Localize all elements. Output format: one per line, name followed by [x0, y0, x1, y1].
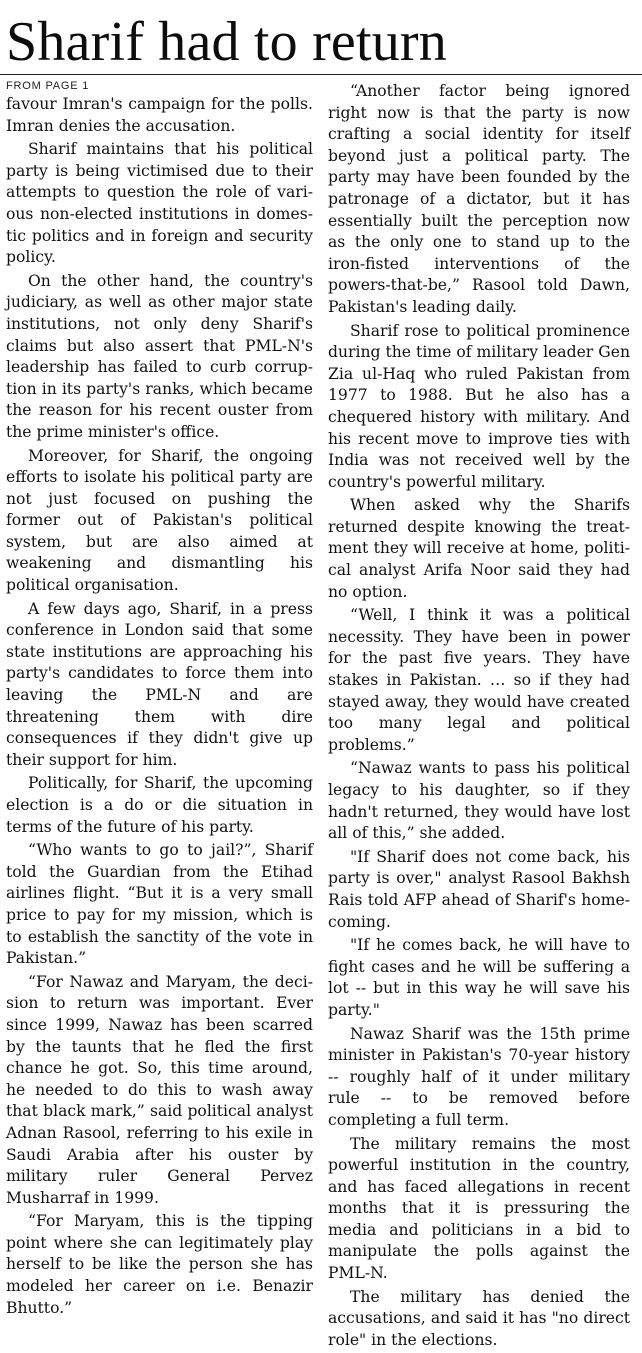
- paragraph: “Who wants to go to jail?”, Sharif told the Guardian from the Etihad airlines flight. “But it is a very small price to pay for my mission, which is to establish the sanctity of the vote in Pakistan.”: [6, 841, 313, 968]
- article-column-right: [328, 81, 630, 1353]
- continuation-kicker: FROM PAGE 1: [6, 80, 90, 92]
- paragraph: favour Imran's campaign for the polls. Imran denies the accusation.: [6, 95, 313, 135]
- paragraph: “Another factor being ignored right now is that the party is now crafting a social identity for itself beyond just a political party. The party may have been founded by the patronage of a dictator, but it has essentially built the perception now as the only one to stand up to the iron-fisted interventions of the powers-that-be,” Rasool told Dawn, Pakistan's leading daily.: [328, 82, 630, 316]
- paragraph: The military has denied the accusations, and said it has "no direct role" in the elections.: [328, 1287, 630, 1349]
- headline-rule: [0, 74, 642, 75]
- paragraph: Politically, for Sharif, the upcoming election is a do or die situation in terms of the future of his party.: [6, 774, 313, 836]
- paragraph: Nawaz Sharif was the 15th prime minister in Pakistan's 70-year history -- roughly half of it under military rule -- to be removed before completing a full term.: [328, 1024, 630, 1129]
- paragraph: A few days ago, Sharif, in a press conference in London said that some state institutions are approaching his party's candidates to force them into leaving the PML-N and are threatening them with dire consequences if they didn't give up their support for him.: [6, 599, 313, 769]
- paragraph: “For Maryam, this is the tipping point where she can legitimately play herself to be like the person she has modeled her career on i.e. Benazir Bhutto.”: [6, 1212, 313, 1317]
- paragraph: Sharif maintains that his political party is being victimised due to their attempts to question the role of various non-elected institutions in domestic politics and in foreign and security policy.: [6, 140, 313, 267]
- paragraph: “For Nawaz and Maryam, the decision to return was important. Ever since 1999, Nawaz has been scarred by the taunts that he fled the first chance he got. So, this time around, he needed to do this to wash away that black mark,” said political analyst Adnan Rasool, referring to his exile in Saudi Arabia after his ouster by military ruler General Pervez Musharraf in 1999.: [6, 972, 313, 1207]
- paragraph: "If he comes back, he will have to fight cases and he will be suffering a lot -- but in this way he will save his party.": [328, 936, 630, 1019]
- paragraph: Sharif rose to political prominence during the time of military leader Gen Zia ul-Haq who ruled Pakistan from 1977 to 1988. But he also has a chequered history with military. And his recent move to improve ties with India was not received well by the country's powerful military.: [328, 321, 630, 491]
- paragraph: When asked why the Sharifs returned despite knowing the treatment they will receive at home, political analyst Arifa Noor said they had no option.: [328, 496, 630, 601]
- paragraph: "If Sharif does not come back, his party is over," analyst Rasool Bakhsh Rais told AFP ahead of Sharif's homecoming.: [328, 847, 630, 931]
- paragraph: On the other hand, the country's judiciary, as well as other major state institutions, not only deny Sharif's claims but also assert that PML-N's leadership has failed to curb corruption in its party's ranks, which became the reason for his recent ouster from the prime minister's office.: [6, 271, 313, 441]
- paragraph: “Nawaz wants to pass his political legacy to his daughter, so if they hadn't returned, they would have lost all of this,” she added.: [328, 759, 630, 843]
- paragraph: Moreover, for Sharif, the ongoing efforts to isolate his political party are not just focused on pushing the former out of Pakistan's political system, but are also aimed at weakening and dismantling his political organisation.: [6, 446, 313, 595]
- article-column-left: [6, 80, 313, 1321]
- paragraph: “Well, I think it was a political necessity. They have been in power for the past five years. They have stakes in Pakistan. … so if they had stayed away, they would have created too many legal and political problems.”: [328, 606, 630, 754]
- headline: Sharif had to return: [6, 11, 447, 73]
- paragraph: The military remains the most powerful institution in the country, and has faced allegations in recent months that it is pressuring the media and politicians in a bid to manipulate the polls against the PML-N.: [328, 1134, 630, 1283]
